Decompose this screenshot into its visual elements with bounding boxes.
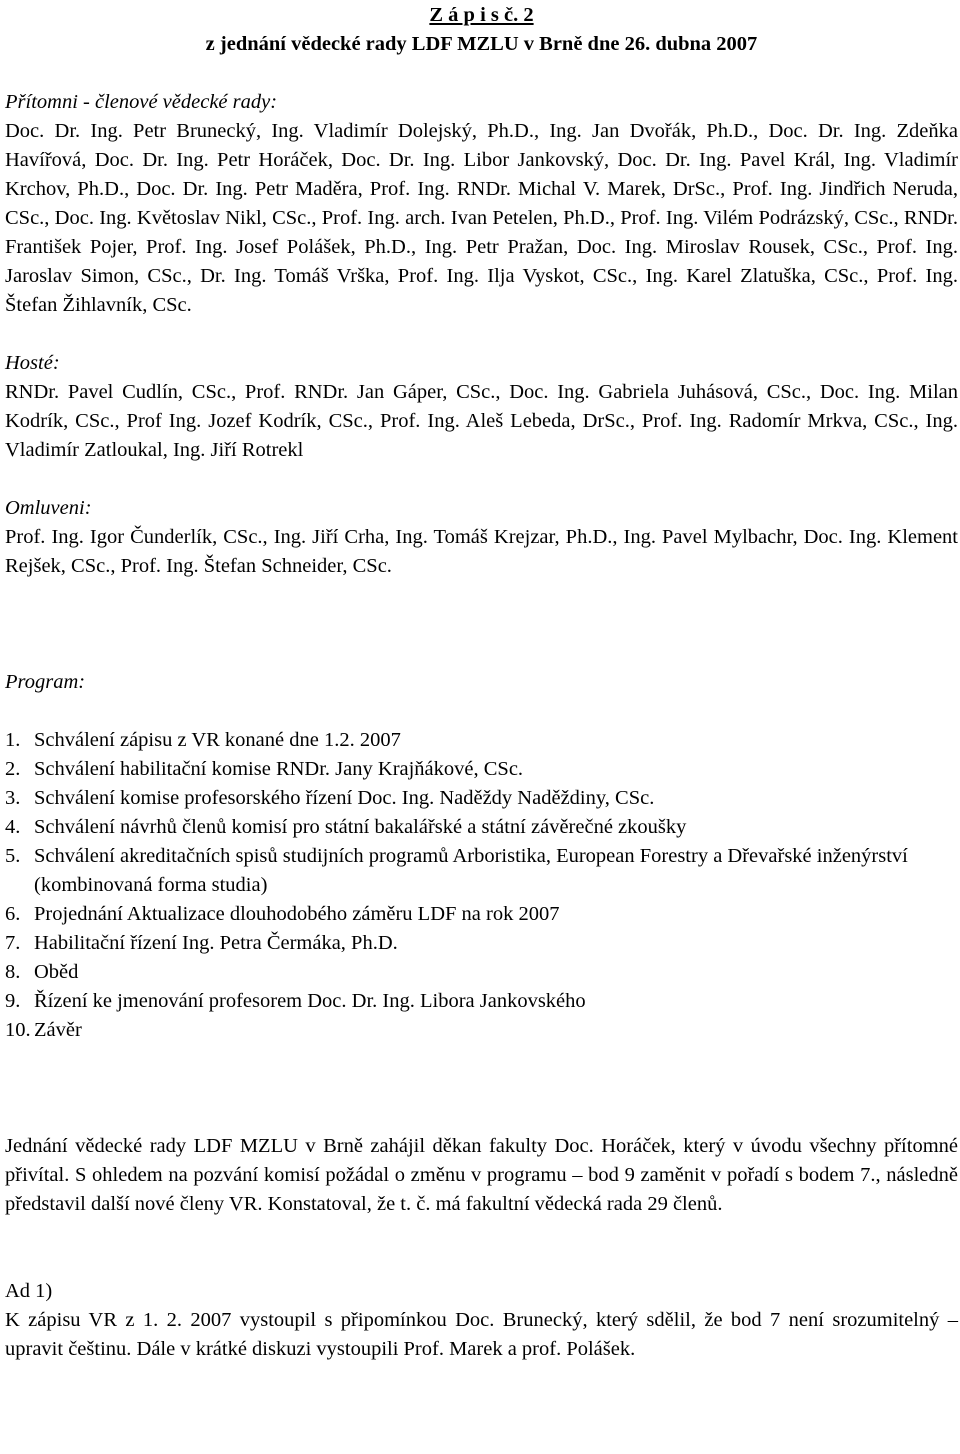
document-subtitle: z jednání vědecké rady LDF MZLU v Brně dne 26. dubna 2007 — [205, 33, 758, 55]
program-item: 2. Schválení habilitační komise RNDr. Jany Krajňákové, CSc. — [5, 758, 524, 780]
program-item: 7. Habilitační řízení Ing. Petra Čermáka, Ph.D. — [5, 932, 398, 954]
title-text: Z á p i s č. 2 — [429, 4, 534, 26]
document-title — [5, 1, 958, 30]
program-heading: Program: — [5, 671, 86, 693]
program-item: 1. Schválení zápisu z VR konané dne 1.2. 2007 — [5, 729, 401, 751]
program-item: 3. Schválení komise profesorského řízení Doc. Ing. Naděždy Naděždiny, CSc. — [5, 787, 655, 809]
ad1-paragraph: K zápisu VR z 1. 2. 2007 vystoupil s připomínkou Doc. Brunecký, který sdělil, že bod 7 není srozumitelný – upravit češtinu. Dále v krátké diskuzi vystoupili Prof. Marek a prof. Polášek. — [5, 1309, 958, 1360]
ad1-heading: Ad 1) — [5, 1280, 53, 1302]
excused-text: Prof. Ing. Igor Čunderlík, CSc., Ing. Jiří Crha, Ing. Tomáš Krejzar, Ph.D., Ing. Pavel Mylbachr, Doc. Ing. Klement Rejšek, CSc., Prof. Ing. Štefan Schneider, CSc. — [5, 526, 958, 577]
intro-paragraph: Jednání vědecké rady LDF MZLU v Brně zahájil děkan fakulty Doc. Horáček, který v úvodu všechny přítomné přivítal. S ohledem na pozvání komisí požádal o změnu v programu – bod 9 zaměnit v pořadí s bodem 7., následně představil další nové členy VR. Konstatoval, že t. č. má fakultní vědecká rada 29 členů. — [5, 1135, 958, 1215]
program-item: 8. Oběd — [5, 961, 79, 983]
present-members-text: Doc. Dr. Ing. Petr Brunecký, Ing. Vladimír Dolejský, Ph.D., Ing. Jan Dvořák, Ph.D., Doc. Dr. Ing. Zdeňka Havířová, Doc. Dr. Ing. Petr Horáček, Doc. Dr. Ing. Libor Jankovský, Doc. Dr. Ing. Pavel Král, Ing. Vladimír Krchov, Ph.D., Doc. Dr. Ing. Petr Maděra, Prof. Ing. RNDr. Michal V. Marek, DrSc., Prof. Ing. Jindřich Neruda, CSc., Doc. Ing. Květoslav Nikl, CSc., Prof. Ing. arch. Ivan Petelen, Ph.D., Prof. Ing. Vilém Podrázský, CSc., RNDr. František Pojer, Prof. Ing. Josef Polášek, Ph.D., Ing. Petr Pražan, Doc. Ing. Miroslav Rousek, CSc., Prof. Ing. Jaroslav Simon, CSc., Dr. Ing. Tomáš Vrška, Prof. Ing. Ilja Vyskot, CSc., Ing. Karel Zlatuška, CSc., Prof. Ing. Štefan Žihlavník, CSc. — [5, 120, 958, 316]
guests-heading: Hosté: — [5, 352, 60, 374]
document-page — [5, 0, 958, 1364]
program-item: 9. Řízení ke jmenování profesorem Doc. Dr. Ing. Libora Jankovského — [5, 990, 586, 1012]
present-heading: Přítomni - členové vědecké rady: — [5, 91, 278, 113]
program-item: 6. Projednání Aktualizace dlouhodobého záměru LDF na rok 2007 — [5, 903, 560, 925]
guests-text: RNDr. Pavel Cudlín, CSc., Prof. RNDr. Jan Gáper, CSc., Doc. Ing. Gabriela Juhásová, CSc., Doc. Ing. Milan Kodrík, CSc., Prof Ing. Jozef Kodrík, CSc., Prof. Ing. Aleš Lebeda, DrSc., Prof. Ing. Radomír Mrkva, CSc., Ing. Vladimír Zatloukal, Ing. Jiří Rotrekl — [5, 381, 958, 461]
program-item: 10. Závěr — [5, 1019, 82, 1041]
program-item: 5. Schválení akreditačních spisů studijních programů Arboristika, European Forestry a Dřevařské inženýrství (kombinovaná forma studia) — [5, 845, 908, 896]
program-list — [5, 726, 958, 1045]
program-item: 4. Schválení návrhů členů komisí pro státní bakalářské a státní závěrečné zkoušky — [5, 816, 687, 838]
excused-heading: Omluveni: — [5, 497, 92, 519]
